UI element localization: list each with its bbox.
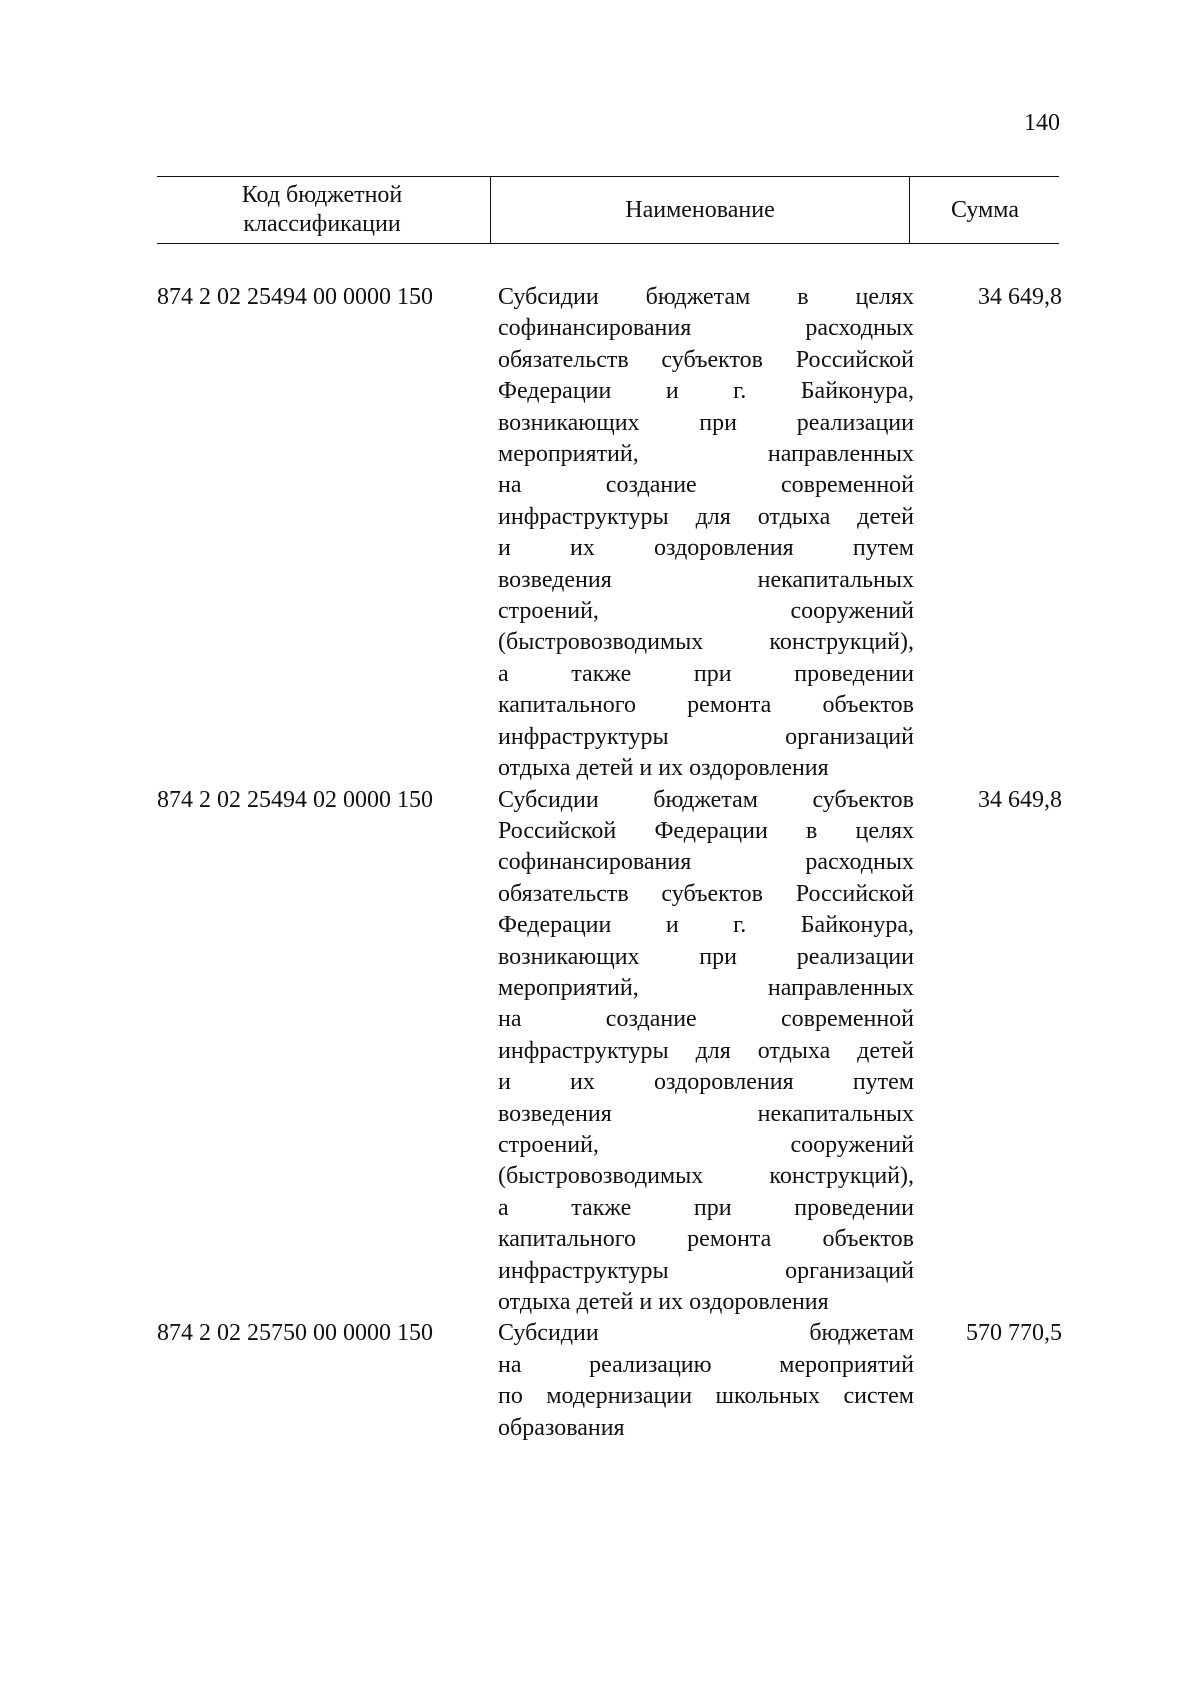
row-name-line: Федерации и г. Байконура,	[498, 378, 914, 405]
row-name-line: по модернизации школьных систем	[498, 1383, 914, 1410]
row-name-line: капитального ремонта объектов	[498, 1226, 914, 1253]
row-code: 874 2 02 25494 02 0000 150	[157, 786, 433, 813]
row-name-line: возведения некапитальных	[498, 1100, 914, 1127]
row-name-line: инфраструктуры организаций	[498, 723, 914, 750]
row-name-line: и их оздоровления путем	[498, 1069, 914, 1096]
row-code: 874 2 02 25750 00 0000 150	[157, 1320, 433, 1347]
row-name	[498, 282, 914, 785]
row-name-line: на реализацию мероприятий	[498, 1351, 914, 1378]
table-row	[0, 785, 1200, 1319]
row-name-line: а также при проведении	[498, 1194, 914, 1221]
row-name-line: капитального ремонта объектов	[498, 692, 914, 719]
table-row	[0, 1318, 1200, 1444]
header-sum-column: Сумма	[951, 196, 1019, 223]
row-name-line: Российской Федерации в целях	[498, 817, 914, 844]
row-name-line: обязательств субъектов Российской	[498, 880, 914, 907]
row-name-line: на создание современной	[498, 1006, 914, 1033]
table-header	[157, 176, 1059, 244]
row-name-line: возведения некапитальных	[498, 566, 914, 593]
row-name-line: инфраструктуры организаций	[498, 1257, 914, 1284]
row-name-line: и их оздоровления путем	[498, 535, 914, 562]
row-name	[498, 785, 914, 1319]
header-code-line2: классификации	[243, 211, 401, 237]
header-name-column: Наименование	[490, 177, 910, 243]
row-name-line: инфраструктуры для отдыха детей	[498, 503, 914, 530]
header-code-line1: Код бюджетной	[241, 182, 403, 208]
row-sum: 570 770,5	[966, 1320, 1062, 1347]
row-name-line: Федерации и г. Байконура,	[498, 912, 914, 939]
row-sum: 34 649,8	[978, 786, 1062, 813]
row-name-line: (быстровозводимых конструкций),	[498, 1163, 914, 1190]
row-name-line: инфраструктуры для отдыха детей	[498, 1037, 914, 1064]
row-name-line: а также при проведении	[498, 660, 914, 687]
row-name-line: на создание современной	[498, 472, 914, 499]
row-name-line: Субсидии бюджетам	[498, 1320, 914, 1347]
table-body	[0, 282, 1200, 1444]
row-name-line: софинансирования расходных	[498, 849, 914, 876]
header-code-column	[157, 177, 487, 243]
row-name	[498, 1318, 914, 1444]
row-name-line: возникающих при реализации	[498, 409, 914, 436]
row-name-line: мероприятий, направленных	[498, 974, 914, 1001]
row-name-line: отдыха детей и их оздоровления	[498, 755, 829, 782]
row-name-line: Субсидии бюджетам в целях	[498, 284, 914, 310]
row-code: 874 2 02 25494 00 0000 150	[157, 284, 433, 310]
row-name-line: строений, сооружений	[498, 598, 914, 625]
row-name-line: (быстровозводимых конструкций),	[498, 629, 914, 656]
row-name-line: строений, сооружений	[498, 1131, 914, 1158]
table-row	[0, 282, 1200, 785]
row-name-line: софинансирования расходных	[498, 315, 914, 342]
row-name-line: Субсидии бюджетам субъектов	[498, 786, 914, 813]
row-name-line: мероприятий, направленных	[498, 441, 914, 468]
row-sum: 34 649,8	[978, 284, 1062, 310]
page-number: 140	[1024, 110, 1060, 136]
row-name-line: обязательств субъектов Российской	[498, 346, 914, 373]
row-name-line: возникающих при реализации	[498, 943, 914, 970]
row-name-line: отдыха детей и их оздоровления	[498, 1289, 829, 1315]
row-name-line: образования	[498, 1414, 625, 1441]
